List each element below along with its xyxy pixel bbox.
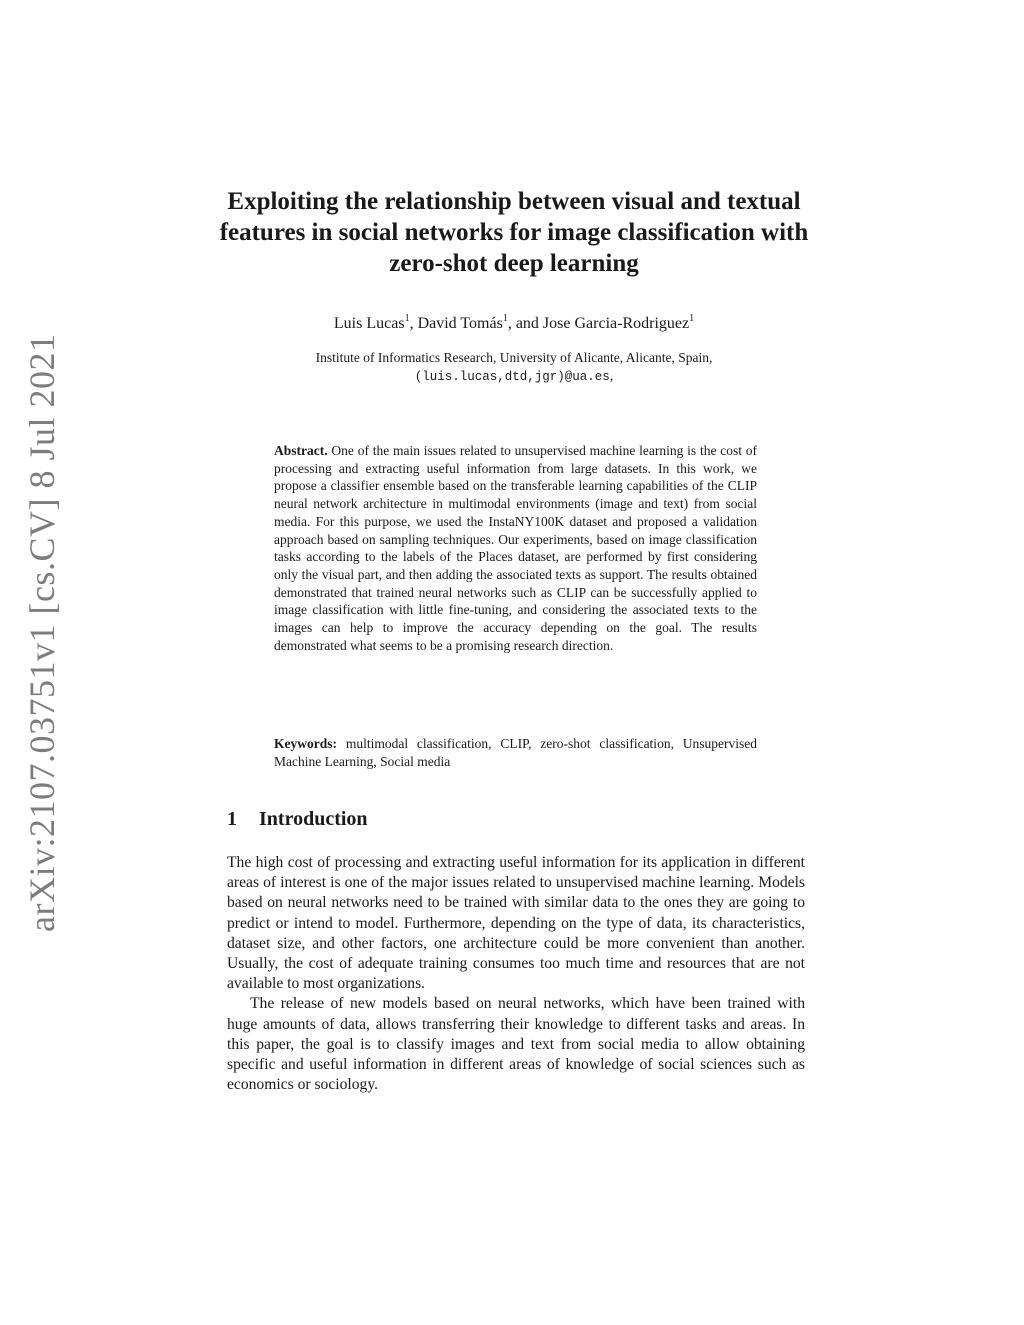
affiliation-email-suffix: , <box>609 368 614 383</box>
affiliation-block <box>200 349 828 386</box>
author-separator: , <box>409 315 418 332</box>
author-affiliation-mark: 1 <box>404 313 410 324</box>
author-name: Jose Garcia-Rodriguez <box>542 315 690 332</box>
section-number: 1 <box>227 808 237 830</box>
section-heading <box>227 806 627 832</box>
keywords-text: multimodal classification, CLIP, zero-shot classification, Unsupervised Machine Learning, Social media <box>274 736 758 769</box>
author-affiliation-mark: 1 <box>502 313 508 324</box>
affiliation-institution: Institute of Informatics Research, University of Alicante, Alicante, Spain, <box>315 350 713 365</box>
body-paragraph: The release of new models based on neural networks, which have been trained with huge amounts of data, allows transferring their knowledge to different tasks and areas. In this paper, the goal is to classify images and text from social media to allow obtaining specific and useful information in different areas of knowledge of social sciences such as economics or sociology. <box>227 995 805 1094</box>
keywords <box>274 735 757 771</box>
affiliation-email: (luis.lucas,dtd,jgr)@ua.es <box>414 370 610 384</box>
author-list <box>200 313 828 335</box>
abstract-label: Abstract. <box>274 443 328 458</box>
body-paragraph: The high cost of processing and extracting useful information for its application in different areas of interest is one of the major issues related to unsupervised machine learning. Models based on neural networks need to be trained with similar data to the ones they are going to predict or intend to model. Furthermore, depending on the type of data, its characteristics, dataset size, and other factors, one architecture could be more convenient than another. Usually, the cost of adequate training consumes too much time and resources that are not available to most organizations. <box>227 854 805 993</box>
section-body <box>227 853 805 1095</box>
author-name: David Tomás <box>417 315 503 332</box>
author-separator: , and <box>507 315 543 332</box>
author-name: Luis Lucas <box>333 315 405 332</box>
arxiv-identifier: arXiv:2107.03751v1 [cs.CV] 8 Jul 2021 <box>22 333 62 932</box>
abstract-text: One of the main issues related to unsupervised machine learning is the cost of processing and extracting useful information from large datasets. In this work, we propose a classifier ensemble based on the transferable learning capabilities of the CLIP neural network architecture in multimodal environments (image and text) from social media. For this purpose, we used the InstaNY100K dataset and proposed a validation approach based on sampling techniques. Our experiments, based on image classification tasks according to the labels of the Places dataset, are performed by first considering only the visual part, and then adding the associated texts as support. The results obtained demonstrated that trained neural networks such as CLIP can be successfully applied to image classification with little fine-tuning, and considering the associated texts to the images can help to improve the accuracy depending on the goal. The results demonstrated what seems to be a promising research direction. <box>274 443 758 653</box>
abstract <box>274 442 757 654</box>
section-title: Introduction <box>259 808 368 830</box>
keywords-label: Keywords: <box>274 736 337 751</box>
paper-title: Exploiting the relationship between visual and textual features in social networks for image classification with zero-shot deep learning <box>219 188 809 277</box>
author-affiliation-mark: 1 <box>689 313 695 324</box>
